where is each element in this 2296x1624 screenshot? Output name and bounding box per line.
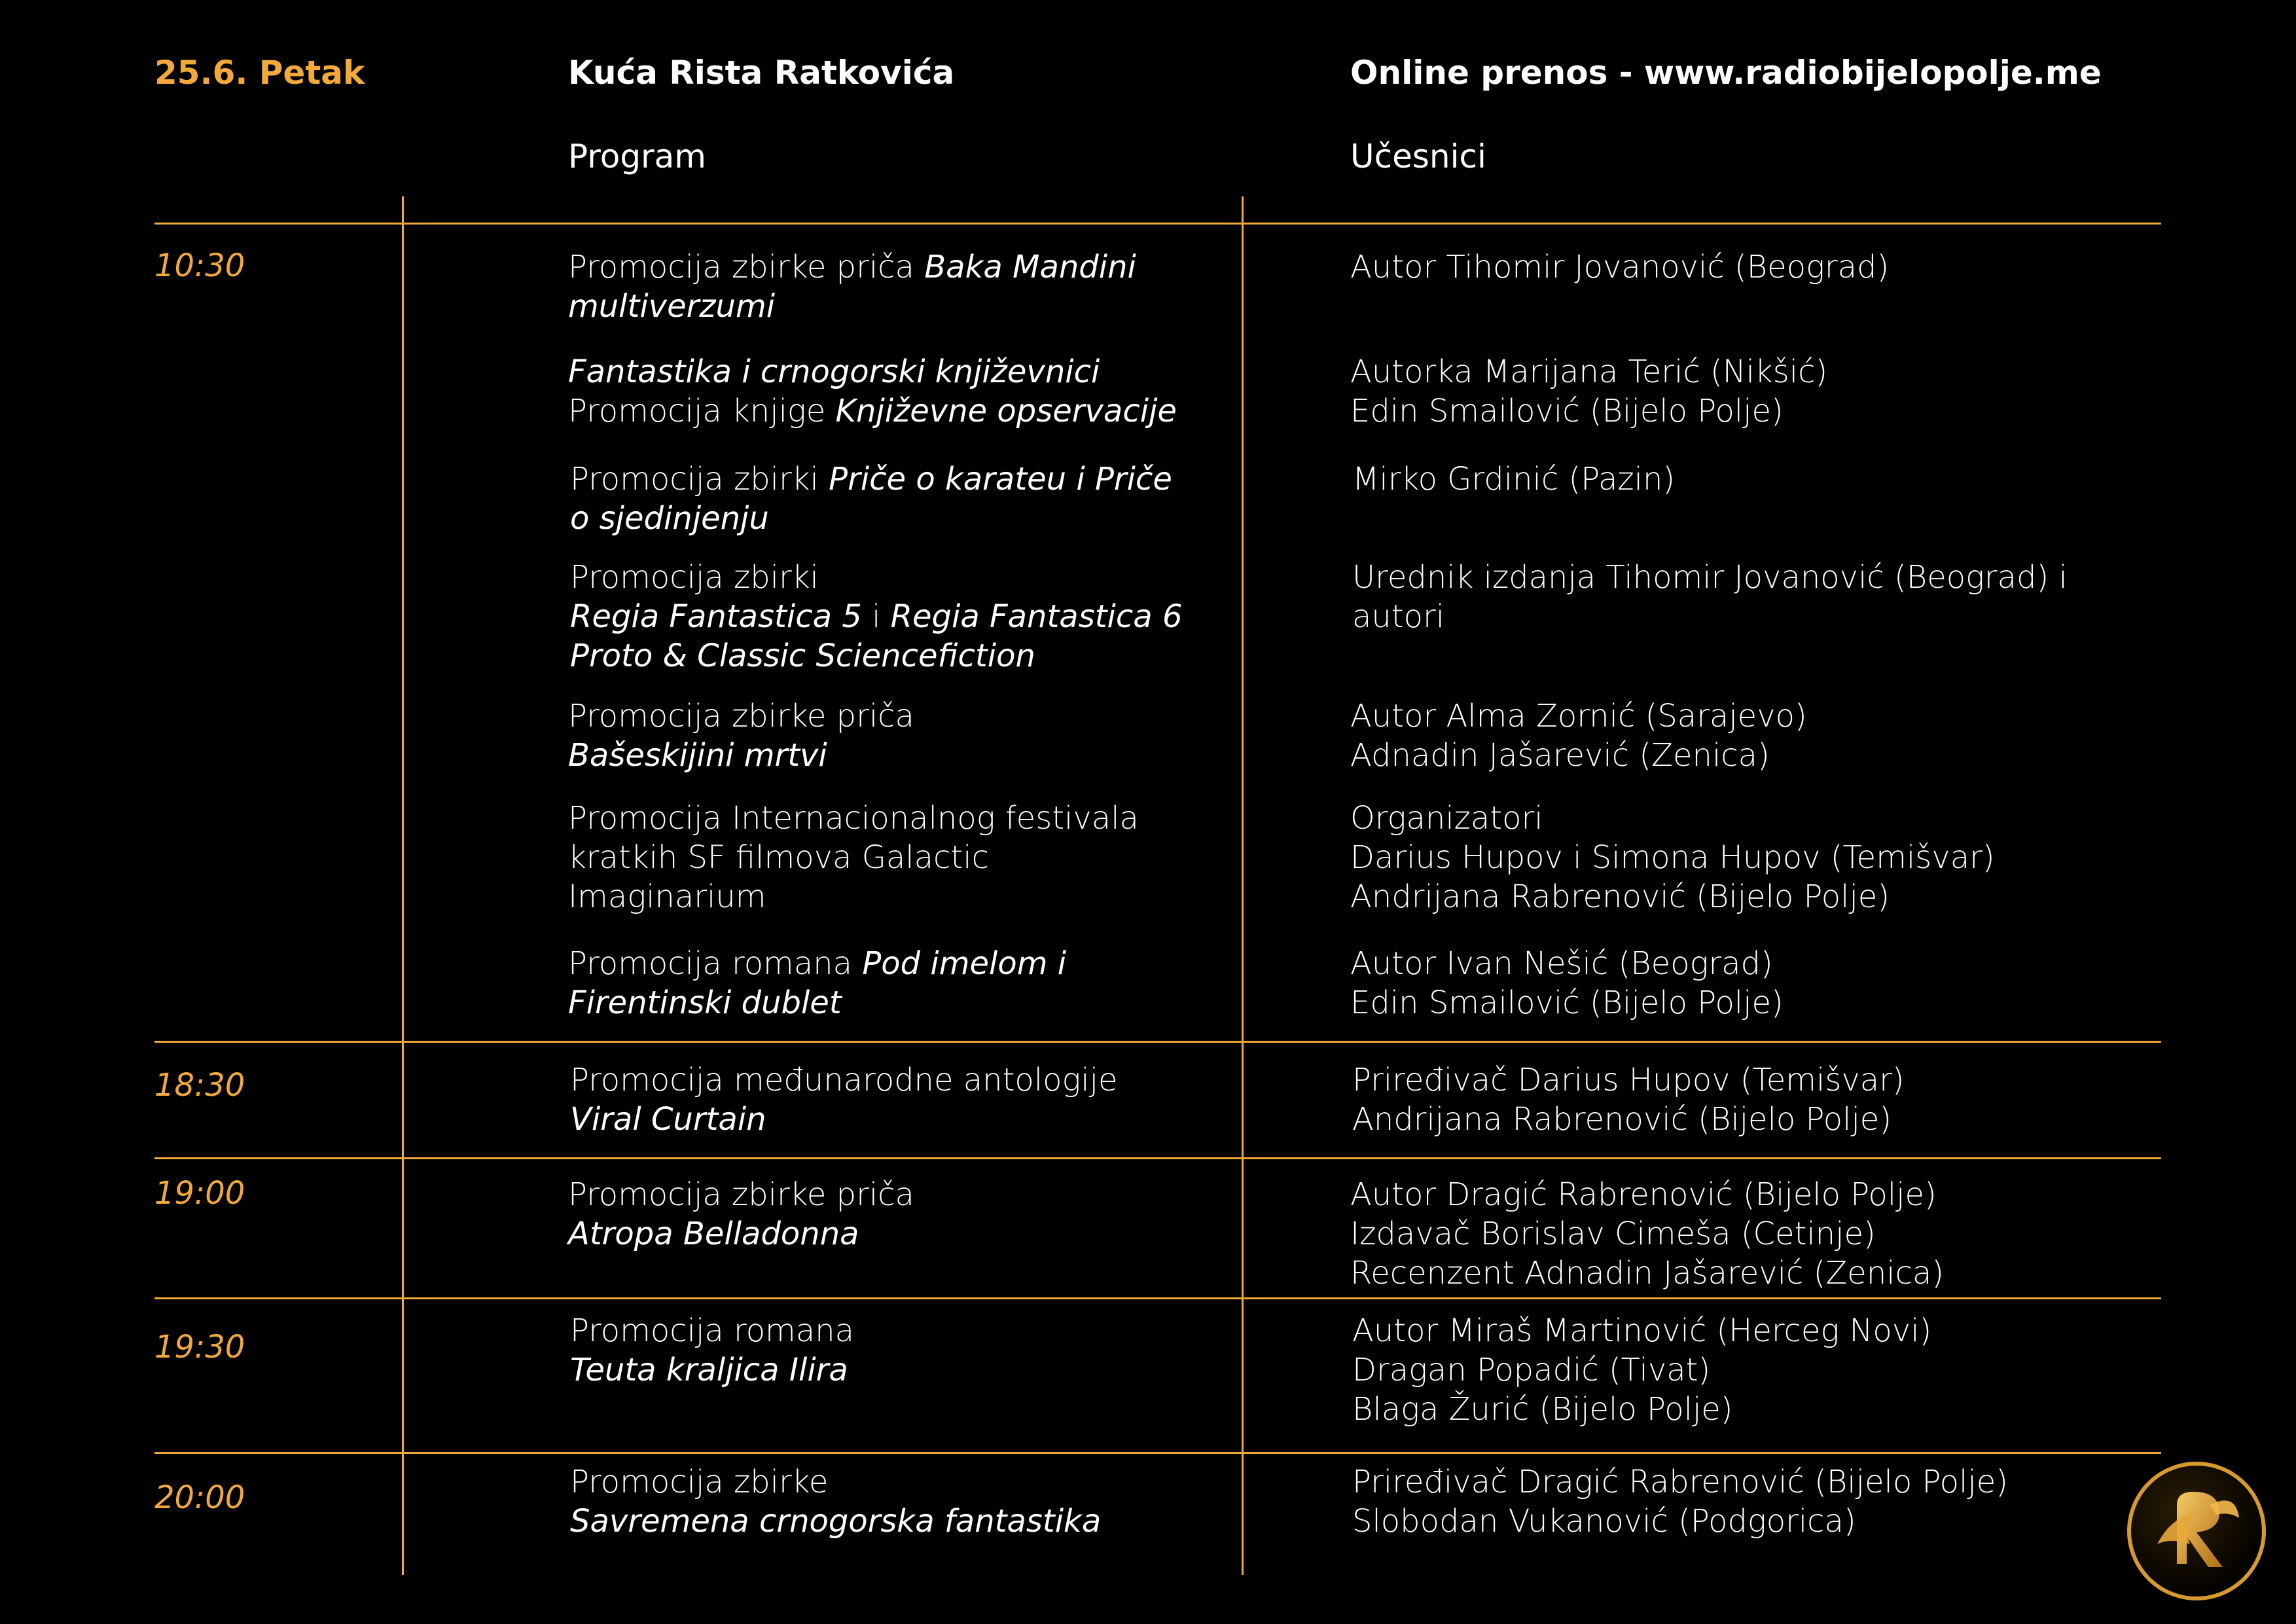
participant-line: Autor Miraš Martinović (Herceg Novi)	[1352, 1312, 1932, 1349]
session-time: 20:00	[154, 1479, 245, 1516]
program-line	[570, 636, 1182, 676]
column-divider-left	[402, 196, 404, 1575]
program-line	[568, 736, 914, 775]
participants-cell	[1350, 247, 1889, 287]
participants-cell	[1350, 944, 1784, 1022]
program-cell	[570, 460, 1172, 538]
program-title-text: Pod imelom i	[862, 945, 1067, 982]
program-line	[570, 1502, 1101, 1541]
participants-column-header: Učesnici	[1350, 137, 1486, 175]
event-date: 25.6. Petak	[154, 54, 365, 92]
row-divider	[154, 1452, 2161, 1454]
participant-line: Priređivač Darius Hupov (Temišvar)	[1352, 1062, 1905, 1098]
participant-line: Adnadin Jašarević (Zenica)	[1350, 737, 1770, 774]
participant-line: autori	[1352, 598, 1445, 635]
program-text: Promocija zbirki	[570, 559, 819, 596]
participant-line: Blaga Žurić (Bijelo Polje)	[1352, 1391, 1733, 1428]
program-text: Promocija zbirke priča	[568, 698, 914, 734]
row-divider	[154, 1041, 2161, 1043]
row-divider	[154, 223, 2161, 225]
participant-line: Andrijana Rabrenović (Bijelo Polje)	[1352, 1101, 1892, 1138]
program-column-header: Program	[568, 137, 706, 175]
participant-line: Autor Dragić Rabrenović (Bijelo Polje)	[1350, 1176, 1937, 1213]
program-line	[570, 1060, 1117, 1100]
program-text: Promocija zbirke	[570, 1464, 829, 1500]
participant-line: Autor Alma Zornić (Sarajevo)	[1350, 698, 1807, 734]
program-text: Promocija Internacionalnog festivala	[568, 800, 1139, 837]
participant-line: Izdavač Borislav Cimeša (Cetinje)	[1350, 1216, 1876, 1252]
program-title-text: Regia Fantastica 5	[570, 598, 862, 635]
program-line	[568, 287, 1136, 326]
participant-line: Organizatori	[1350, 800, 1543, 837]
session-time: 19:00	[154, 1175, 245, 1212]
program-line	[570, 1311, 854, 1350]
online-stream-link[interactable]: Online prenos - www.radiobijelopolje.me	[1350, 54, 2102, 92]
program-title-text: Fantastika i crnogorski književnici	[568, 353, 1100, 390]
program-line	[570, 1350, 854, 1390]
program-text: Promocija romana	[568, 945, 863, 982]
program-line	[568, 838, 1139, 877]
program-line	[570, 460, 1172, 499]
program-cell	[568, 247, 1136, 326]
program-title-text: o sjedinjenju	[570, 500, 769, 537]
participant-line: Edin Smailović (Bijelo Polje)	[1350, 984, 1784, 1021]
program-cell	[568, 352, 1177, 431]
program-title-text: Savremena crnogorska fantastika	[570, 1503, 1102, 1540]
participants-cell	[1352, 1311, 1931, 1429]
participants-cell	[1352, 460, 1675, 499]
program-text: Promocija međunarodne antologije	[570, 1062, 1118, 1098]
program-cell	[568, 944, 1066, 1022]
program-text: i	[861, 598, 891, 635]
program-title-text: Baka Mandini	[924, 249, 1136, 285]
participants-cell	[1352, 1060, 1905, 1139]
participant-line: Urednik izdanja Tihomir Jovanović (Beograd) i	[1352, 559, 2068, 596]
session-time: 19:30	[154, 1329, 245, 1365]
program-line	[568, 696, 914, 736]
participant-line: Andrijana Rabrenović (Bijelo Polje)	[1350, 878, 1890, 915]
program-cell	[568, 1175, 914, 1254]
participants-cell	[1350, 352, 1827, 431]
program-cell	[568, 799, 1139, 916]
program-line	[568, 247, 1136, 287]
participant-line: Recenzent Adnadin Jašarević (Zenica)	[1350, 1255, 1945, 1291]
program-line	[568, 1214, 914, 1254]
program-text: Promocija knjige	[568, 393, 836, 429]
venue-title: Kuća Rista Ratkovića	[568, 54, 955, 92]
program-line	[570, 1462, 1101, 1502]
participant-line: Edin Smailović (Bijelo Polje)	[1350, 393, 1784, 429]
session-time: 18:30	[154, 1067, 245, 1104]
participant-line: Autorka Marijana Terić (Nikšić)	[1350, 353, 1828, 390]
participants-cell	[1350, 799, 1995, 916]
participant-line: Mirko Grdinić (Pazin)	[1352, 461, 1676, 497]
program-line	[568, 944, 1066, 983]
program-cell	[570, 558, 1182, 676]
program-text: Imaginarium	[568, 878, 766, 915]
program-title-text: Atropa Belladonna	[568, 1216, 859, 1252]
program-title-text: Književne opservacije	[835, 393, 1177, 429]
participant-line: Autor Tihomir Jovanović (Beograd)	[1350, 249, 1890, 285]
participant-line: Slobodan Vukanović (Podgorica)	[1352, 1503, 1856, 1540]
program-title-text: Proto & Classic Sciencefiction	[570, 638, 1035, 674]
participant-line: Darius Hupov i Simona Hupov (Temišvar)	[1350, 839, 1995, 876]
participants-cell	[1350, 696, 1807, 775]
program-cell	[570, 1462, 1101, 1541]
participant-line: Priređivač Dragić Rabrenović (Bijelo Polje)	[1352, 1464, 2008, 1500]
participant-line: Dragan Popadić (Tivat)	[1352, 1352, 1711, 1388]
program-line	[570, 1100, 1117, 1139]
program-text: kratkih SF filmova Galactic	[568, 839, 989, 876]
program-cell	[570, 1060, 1117, 1139]
program-line	[568, 1175, 914, 1214]
program-title-text: Teuta kraljica Ilira	[570, 1352, 848, 1388]
participants-cell	[1352, 558, 2068, 636]
row-divider	[154, 1157, 2161, 1159]
program-line	[570, 558, 1182, 597]
program-text: Promocija romana	[570, 1312, 855, 1349]
program-cell	[570, 1311, 854, 1390]
row-divider	[154, 1297, 2161, 1299]
program-line	[570, 597, 1182, 636]
program-line	[570, 499, 1172, 538]
program-line	[568, 983, 1066, 1022]
participant-line: Autor Ivan Nešić (Beograd)	[1350, 945, 1773, 982]
program-title-text: Bašeskijini mrtvi	[568, 737, 827, 774]
dragon-r-logo-icon	[2127, 1462, 2266, 1600]
program-line	[568, 352, 1177, 391]
program-title-text: Viral Curtain	[570, 1101, 766, 1138]
program-text: Promocija zbirke priča	[568, 249, 925, 285]
program-title-text: Priče o karateu i Priče	[829, 461, 1172, 497]
program-line	[568, 799, 1139, 838]
program-text: Promocija zbirke priča	[568, 1176, 914, 1213]
session-time: 10:30	[154, 247, 245, 284]
program-text: Promocija zbirki	[570, 461, 829, 497]
participants-cell	[1350, 1175, 1944, 1293]
program-cell	[568, 696, 914, 775]
program-line	[568, 391, 1177, 431]
program-title-text: Firentinski dublet	[568, 984, 842, 1021]
program-line	[568, 877, 1139, 916]
participants-cell	[1352, 1462, 2008, 1541]
program-title-text: multiverzumi	[568, 288, 776, 325]
column-divider-right	[1242, 196, 1244, 1575]
program-title-text: Regia Fantastica 6	[890, 598, 1183, 635]
